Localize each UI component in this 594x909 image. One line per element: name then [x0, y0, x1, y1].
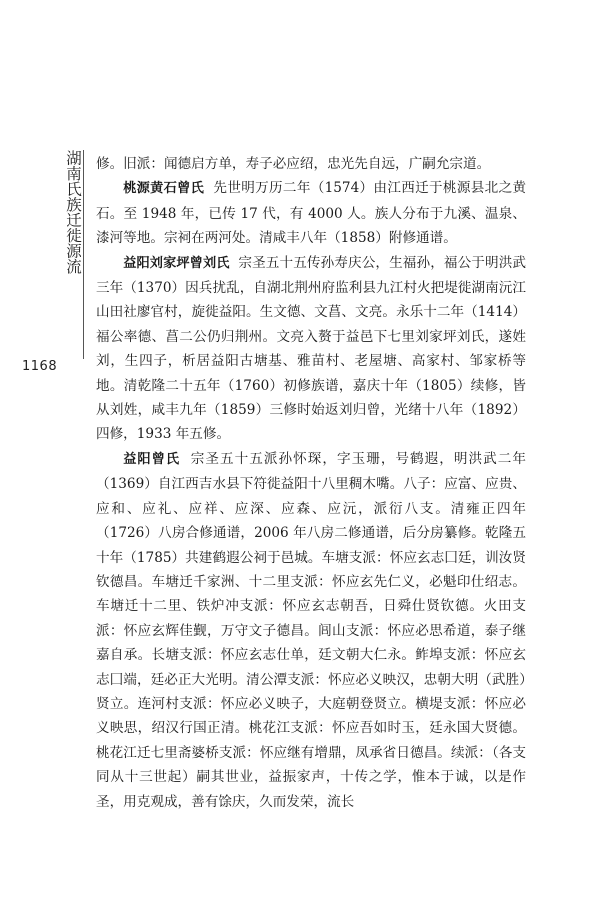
- entry-heading: 桃源黄石曾氏: [123, 181, 205, 197]
- entry-body: 宗圣五十五传孙寿庆公，生福孙，福公于明洪武三年（1370）因兵扰乱，自湖北荆州府监利县九江村火把堤徙湖南沅江山田社廖官村，旋徙益阳。生文德、文菖、文亮。永乐十二年（1414）福公率德、菖二公仍归荆州。文亮入赘于益邑下七里刘家坪刘氏，遂姓刘，生四子，析居益阳古塘基、雅苗村、老屋塘、高家村、邹家桥等地。清乾隆二十五年（1760）初修族谱，嘉庆十年（1805）续修，皆从刘姓，咸丰九年（1859）三修时始返刘归曾，光绪十八年（1892）四修，1933 年五修。: [96, 254, 526, 443]
- paragraph-continuation: [96, 152, 526, 176]
- paragraph-body: 修。旧派：闻德启方单，寿子必应绍，忠光先自远，广嗣允宗道。: [96, 156, 491, 172]
- entry-body: 先世明万历二年（1574）由江西迁于桃源县北之黄石。至 1948 年，已传 17 代，有 4000 人。族人分布于九溪、温泉、漆河等地。宗祠在两河处。清咸丰八年（1858）附修通谱。: [96, 180, 527, 247]
- page-number: 1168: [22, 359, 58, 374]
- entry-yiyang-liujiaping-zeng-liu: [96, 251, 526, 447]
- entry-heading: 益阳刘家坪曾刘氏: [123, 255, 230, 271]
- entry-yiyang-zeng: [96, 447, 526, 814]
- entry-taoyuan-huangshi-zeng: [96, 176, 526, 250]
- side-divider: [83, 150, 84, 359]
- page-content: [96, 152, 526, 814]
- entry-heading: 益阳曾氏: [123, 451, 181, 467]
- side-title: 湖南氏族迁徙源流: [64, 150, 82, 274]
- entry-body: 宗圣五十五派孙怀琛，字玉珊，号鹤遐，明洪武二年（1369）自江西吉水县下符徙益阳十八里稠木嘴。八子：应富、应贵、应和、应礼、应祥、应深、应森、应沅，派衍八支。清雍正四年（1726）八房合修通谱，2006 年八房二修通谱，后分房纂修。乾隆五十年（1785）共建鹤遐公祠于邑城。车塘支派：怀应玄志囗廷，训汝贤钦德昌。车塘迁千家洲、十二里支派：怀应玄先仁义，必魁印仕绍志。车塘迁十二里、铁炉冲支派：怀应玄志朝吾，日舜仕贤钦德。火田支派：怀应玄辉佳觐，万守文子德昌。闾山支派：怀应必思希道，泰子继嘉自承。长塘支派：怀应玄志仕单，廷文朝大仁永。鲊埠支派：怀应玄志囗端，廷必正大光明。清公潭支派：怀应必义映汉，忠朝大明（武胜）贤立。连河村支派：怀应必义映子，大庭朝登贤立。横堤支派：怀应必义映思，绍汉行国正清。桃花江支派：怀应吾如时玉，廷永国大贤德。桃花江迁七里斋婆桥支派：怀应继有增鼎，凤承省日德昌。续派：（各支同从十三世起）嗣其世业，益振家声，十传之学，惟本于诚，以是作圣，用克观成，善有馀庆，久而发荣，流长: [96, 450, 526, 810]
